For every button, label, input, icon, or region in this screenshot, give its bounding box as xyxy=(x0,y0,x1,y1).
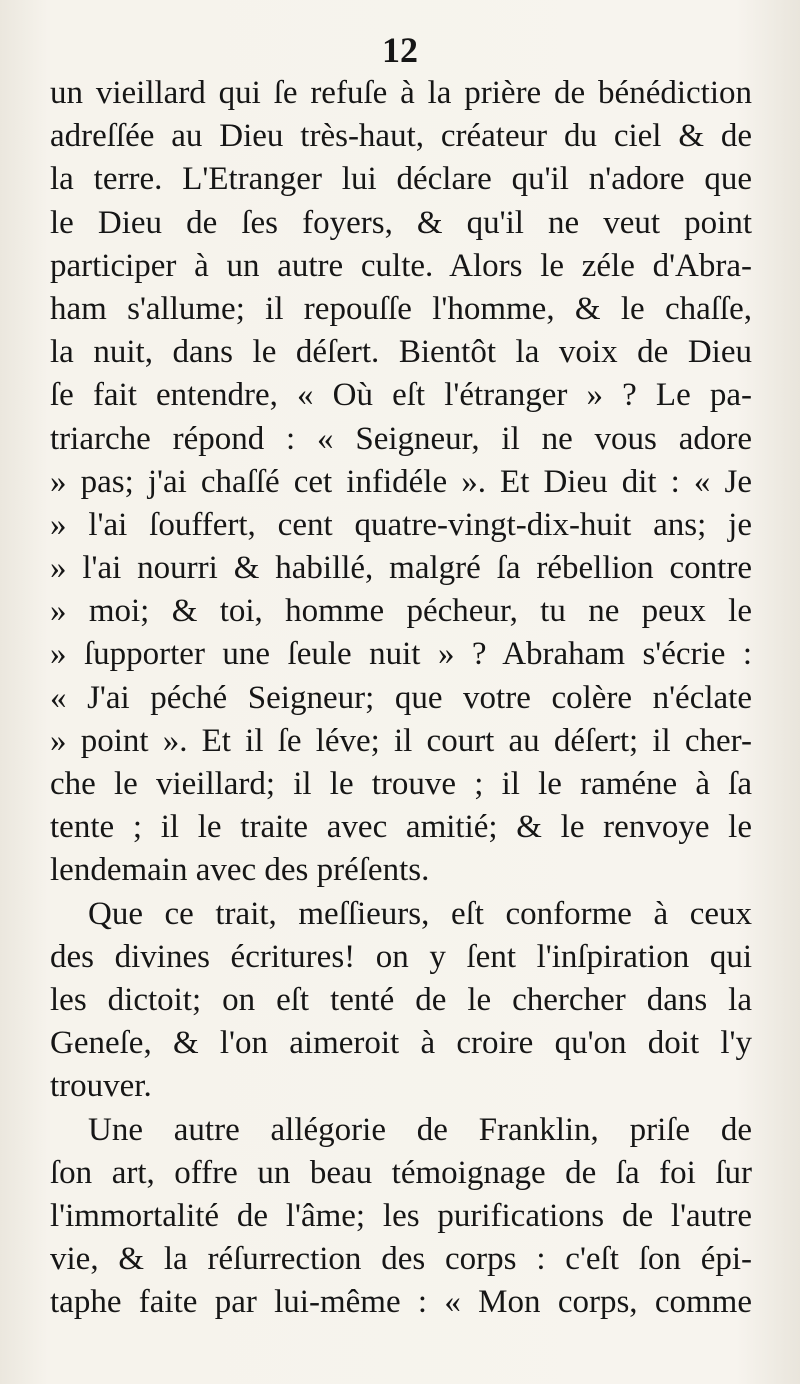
paragraph-end-line: lendemain avec des préſents. xyxy=(50,852,430,889)
text-line: la terre. L'Etranger lui déclare qu'il n'adore que xyxy=(50,161,752,198)
text-line: le Dieu de ſes foyers, & qu'il ne veut point xyxy=(50,204,752,241)
paragraph-start-line: Que ce trait, meſſieurs, eſt conforme à ceux xyxy=(88,895,752,932)
text-line: les dictoit; on eſt tenté de le chercher dans la xyxy=(50,981,752,1018)
text-line: vie, & la réſurrection des corps : c'eſt ſon épi- xyxy=(50,1241,752,1278)
paragraph-start-line: Une autre allégorie de Franklin, priſe de xyxy=(88,1111,752,1148)
body-text xyxy=(50,72,752,1324)
text-line: » l'ai ſouffert, cent quatre-vingt-dix-huit ans; je xyxy=(50,506,752,543)
text-line: » point ». Et il ſe léve; il court au déſert; il cher- xyxy=(50,722,752,759)
text-line: adreſſée au Dieu très-haut, créateur du ciel & de xyxy=(50,118,752,155)
text-line: un vieillard qui ſe refuſe à la prière de bénédiction xyxy=(50,75,752,111)
text-line: participer à un autre culte. Alors le zéle d'Abra- xyxy=(50,247,752,284)
text-line: « J'ai péché Seigneur; que votre colère n'éclate xyxy=(50,679,752,716)
text-line: » l'ai nourri & habillé, malgré ſa rébellion contre xyxy=(50,550,752,587)
text-line: triarche répond : « Seigneur, il ne vous adore xyxy=(50,420,752,457)
text-line: che le vieillard; il le trouve ; il le raméne à ſa xyxy=(50,766,752,802)
text-line: l'immortalité de l'âme; les purifications de l'autre xyxy=(50,1197,752,1234)
text-line: ſe fait entendre, « Où eſt l'étranger » ? Le pa- xyxy=(50,377,752,414)
text-line: la nuit, dans le déſert. Bientôt la voix de Dieu xyxy=(50,334,752,371)
text-line: tente ; il le traite avec amitié; & le renvoye le xyxy=(50,809,752,846)
text-line: taphe faite par lui-même : « Mon corps, comme xyxy=(50,1284,752,1321)
text-line: » pas; j'ai chaſſé cet infidéle ». Et Dieu dit : « Je xyxy=(50,463,752,500)
page-number: 12 xyxy=(382,30,418,70)
text-line: Geneſe, & l'on aimeroit à croire qu'on doit l'y xyxy=(50,1025,752,1062)
paragraph-end-line: trouver. xyxy=(50,1068,152,1105)
text-line: ham s'allume; il repouſſe l'homme, & le chaſſe, xyxy=(50,290,752,327)
text-line: ſon art, offre un beau témoignage de ſa foi ſur xyxy=(50,1154,752,1191)
text-line: » moi; & toi, homme pécheur, tu ne peux le xyxy=(50,593,752,630)
text-line: » ſupporter une ſeule nuit » ? Abraham s'écrie : xyxy=(50,636,752,673)
text-line: des divines écritures! on y ſent l'inſpiration qui xyxy=(50,938,752,975)
